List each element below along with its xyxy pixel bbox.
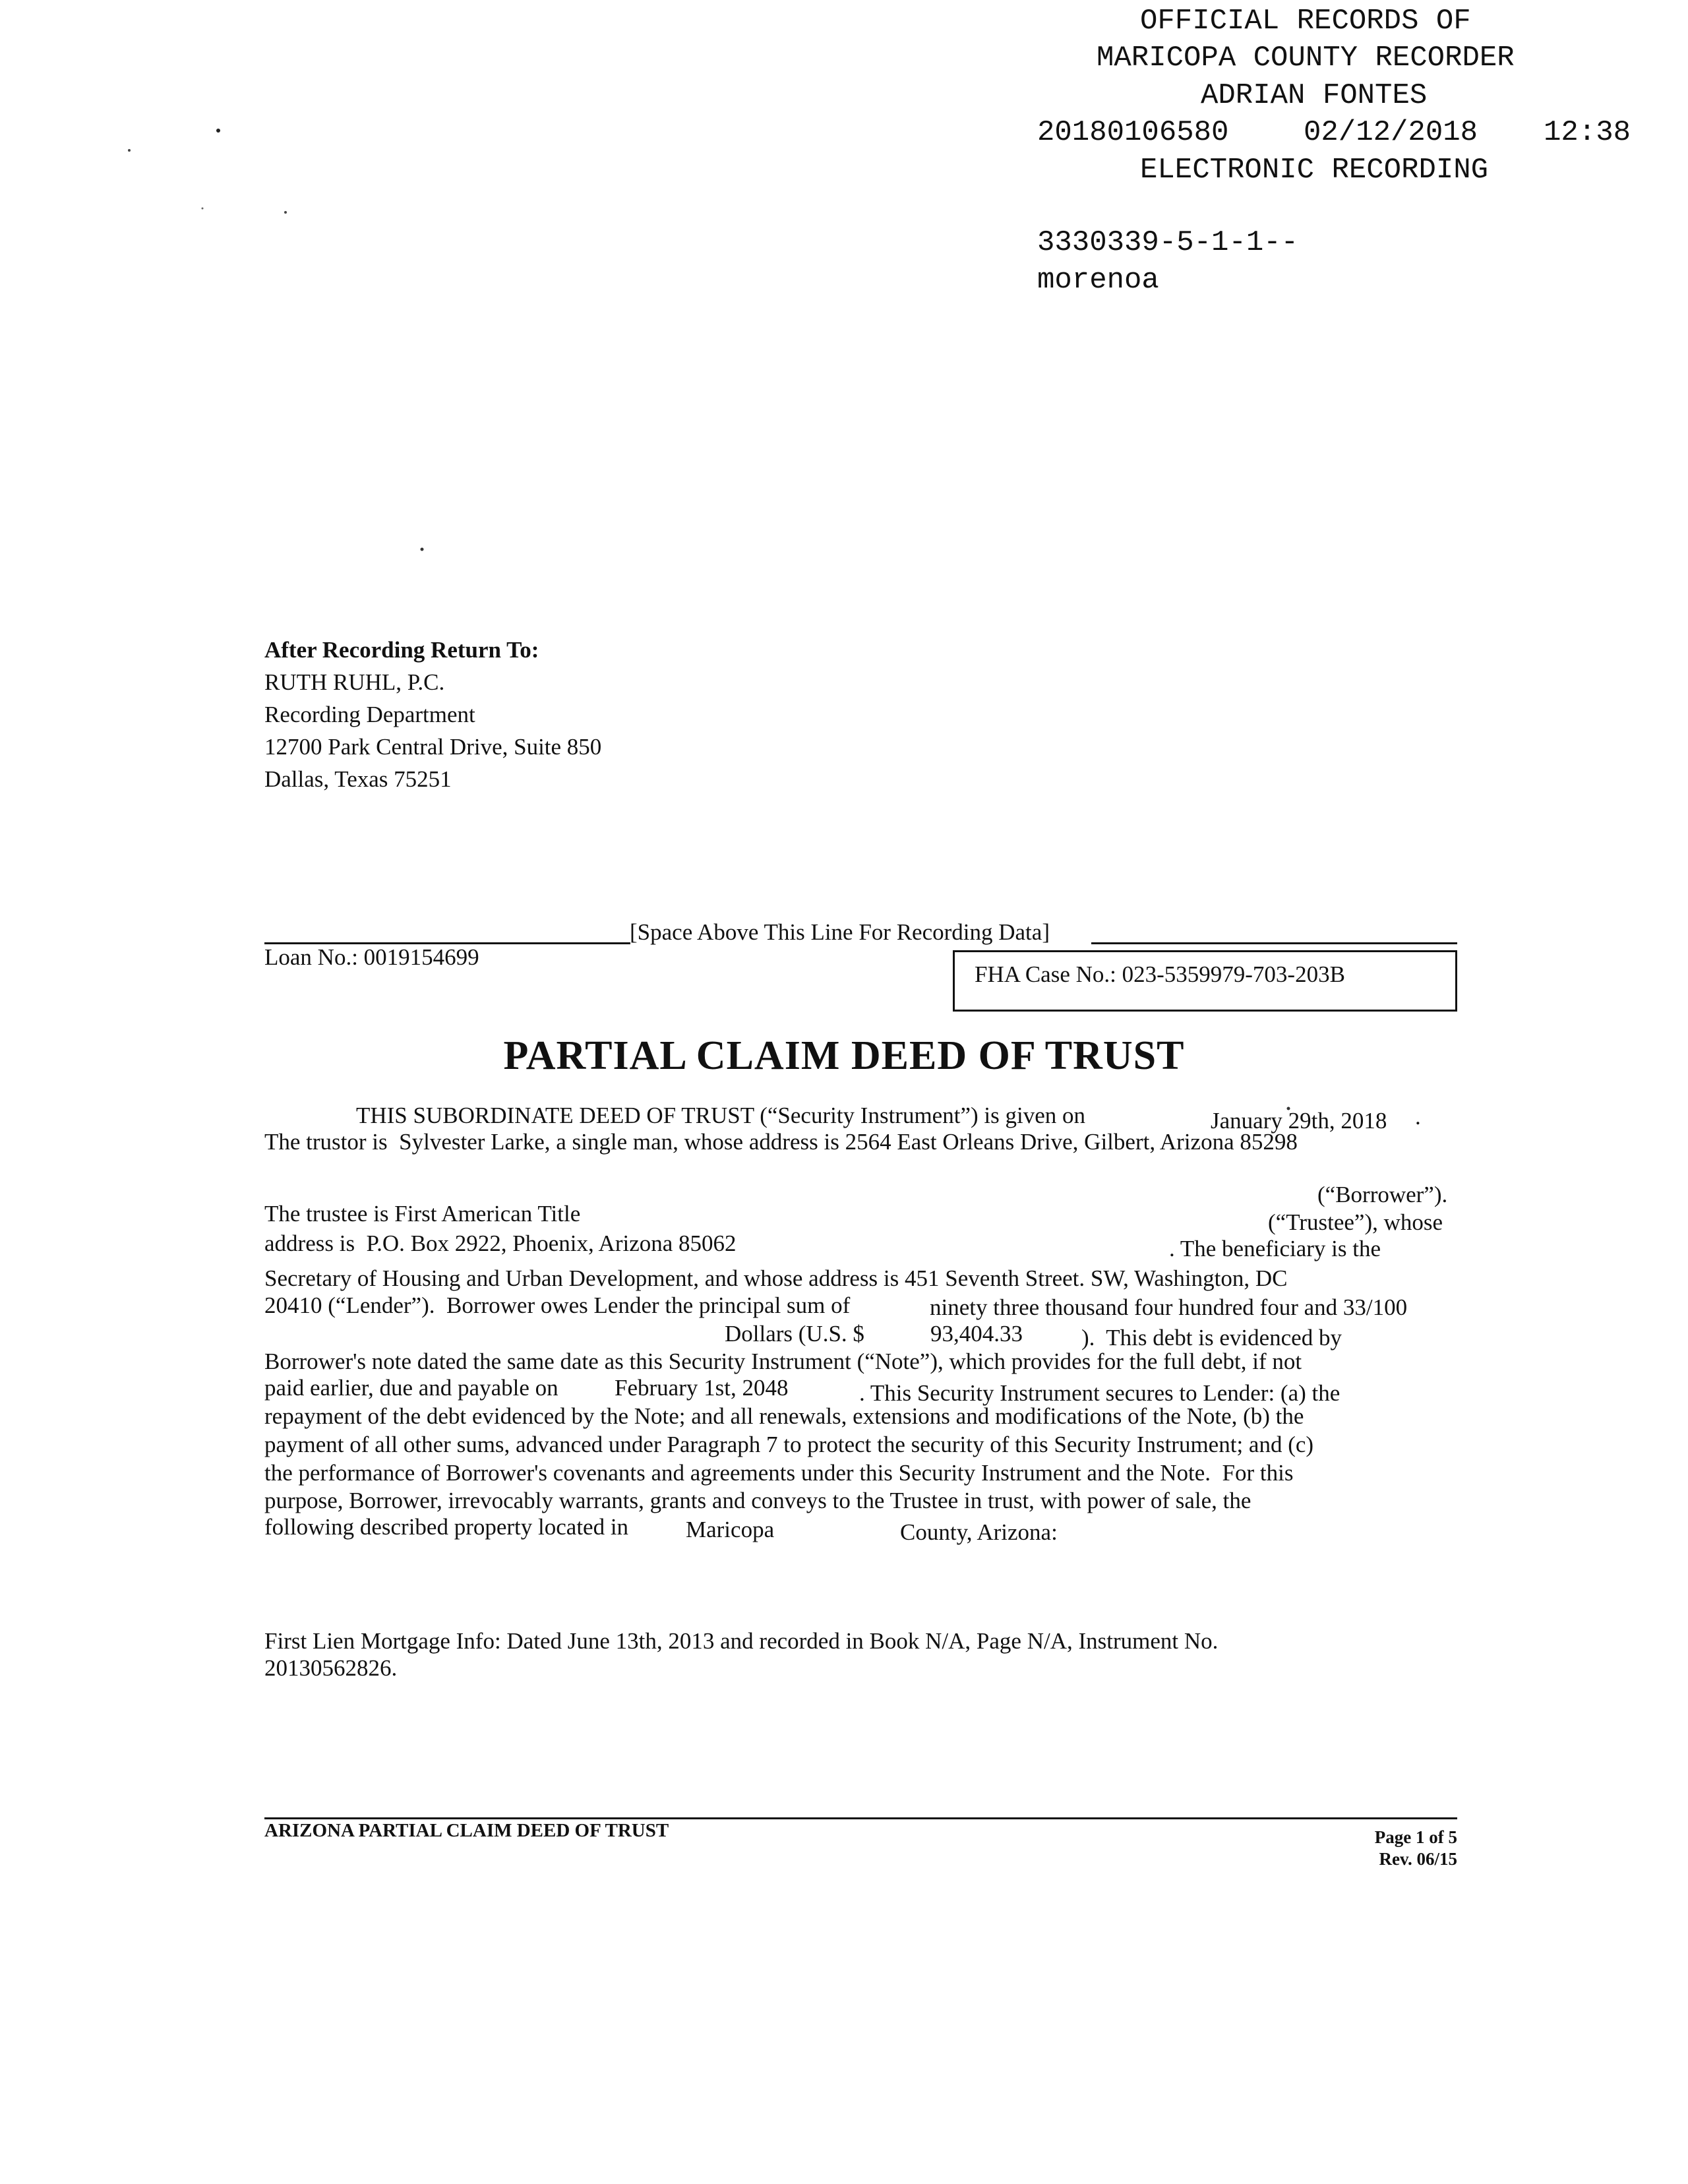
- body-line-5: Secretary of Housing and Urban Development, and whose address is 451 Seventh Street. SW, Washington, DC: [264, 1265, 1288, 1291]
- body-line-13: purpose, Borrower, irrevocably warrants, grants and conveys to the Trustee in trust, with power of sale, the: [264, 1488, 1251, 1513]
- trustee-label: (“Trustee”), whose: [1268, 1209, 1443, 1235]
- body-line-1a: THIS SUBORDINATE DEED OF TRUST (“Security Instrument”) is given on: [356, 1103, 1085, 1128]
- principal-amount: 93,404.33: [930, 1321, 1023, 1347]
- revision: Rev. 06/15: [1379, 1849, 1457, 1869]
- body-line-9c: . This Security Instrument secures to Lender: (a) the: [859, 1380, 1341, 1406]
- stamp-line-5: ELECTRONIC RECORDING: [1140, 154, 1489, 187]
- body-line-14c: County, Arizona:: [900, 1519, 1058, 1545]
- body-line-14a: following described property located in: [264, 1514, 629, 1540]
- trust-date: January 29th, 2018: [1211, 1108, 1387, 1134]
- return-to-heading: After Recording Return To:: [264, 637, 539, 663]
- body-line-9a: paid earlier, due and payable on: [264, 1375, 558, 1401]
- maturity-date: February 1st, 2048: [615, 1375, 789, 1401]
- page-number: Page 1 of 5: [1374, 1827, 1457, 1847]
- first-lien-line-2: 20130562826.: [264, 1655, 398, 1681]
- body-line-7c: ). This debt is evidenced by: [1081, 1325, 1342, 1350]
- space-above-label: [Space Above This Line For Recording Data]: [630, 919, 1050, 945]
- stamp-record-number: 20180106580: [1037, 116, 1229, 149]
- fha-case-number: FHA Case No.: 023-5359979-703-203B: [975, 961, 1345, 987]
- body-line-1c: .: [1415, 1104, 1421, 1130]
- borrower-label: (“Borrower”).: [1317, 1182, 1448, 1207]
- first-lien-line-1: First Lien Mortgage Info: Dated June 13th, 2013 and recorded in Book N/A, Page N/A, Instrument No.: [264, 1628, 1219, 1654]
- stamp-date: 02/12/2018: [1304, 116, 1478, 149]
- stamp-code: 3330339-5-1-1--: [1037, 226, 1299, 259]
- return-to-block: [264, 634, 601, 795]
- loan-number: Loan No.: 0019154699: [264, 944, 479, 970]
- body-line-2: The trustor is Sylvester Larke, a single man, whose address is 2564 East Orleans Drive, Gilbert, Arizona 85298: [264, 1129, 1298, 1155]
- document-title: PARTIAL CLAIM DEED OF TRUST: [503, 1033, 1185, 1078]
- stamp-line-1: OFFICIAL RECORDS OF: [1140, 5, 1471, 38]
- stamp-time: 12:38: [1544, 116, 1631, 149]
- return-to-line: Dallas, Texas 75251: [264, 766, 452, 792]
- return-to-line: RUTH RUHL, P.C.: [264, 669, 445, 695]
- body-line-8: Borrower's note dated the same date as this Security Instrument (“Note”), which provides for the full debt, if not: [264, 1349, 1302, 1374]
- footer-page-info: [1365, 1827, 1457, 1870]
- body-line-11: payment of all other sums, advanced under Paragraph 7 to protect the security of this Security Instrument; and (c): [264, 1432, 1314, 1457]
- footer-rule: [264, 1817, 1457, 1819]
- dollars-label: Dollars (U.S. $: [725, 1321, 864, 1347]
- beneficiary-label: . The beneficiary is the: [1169, 1236, 1381, 1261]
- body-line-12: the performance of Borrower's covenants and agreements under this Security Instrument and the Note. For this: [264, 1460, 1294, 1486]
- trustee-line: The trustee is First American Title: [264, 1201, 581, 1227]
- body-line-10: repayment of the debt evidenced by the Note; and all renewals, extensions and modifications of the Note, (b) the: [264, 1403, 1304, 1429]
- stamp-line-2: MARICOPA COUNTY RECORDER: [1097, 42, 1515, 75]
- separator-right-rule: [1091, 942, 1457, 944]
- address-line: address is P.O. Box 2922, Phoenix, Arizona 85062: [264, 1230, 737, 1256]
- body-line-6a: 20410 (“Lender”). Borrower owes Lender the principal sum of: [264, 1292, 851, 1318]
- return-to-line: 12700 Park Central Drive, Suite 850: [264, 734, 602, 760]
- footer-title: ARIZONA PARTIAL CLAIM DEED OF TRUST: [264, 1820, 669, 1841]
- principal-words: ninety three thousand four hundred four and 33/100: [930, 1294, 1408, 1320]
- stamp-line-3: ADRIAN FONTES: [1201, 79, 1428, 112]
- county-name: Maricopa: [686, 1517, 775, 1542]
- stamp-user: morenoa: [1037, 264, 1159, 297]
- return-to-line: Recording Department: [264, 702, 475, 727]
